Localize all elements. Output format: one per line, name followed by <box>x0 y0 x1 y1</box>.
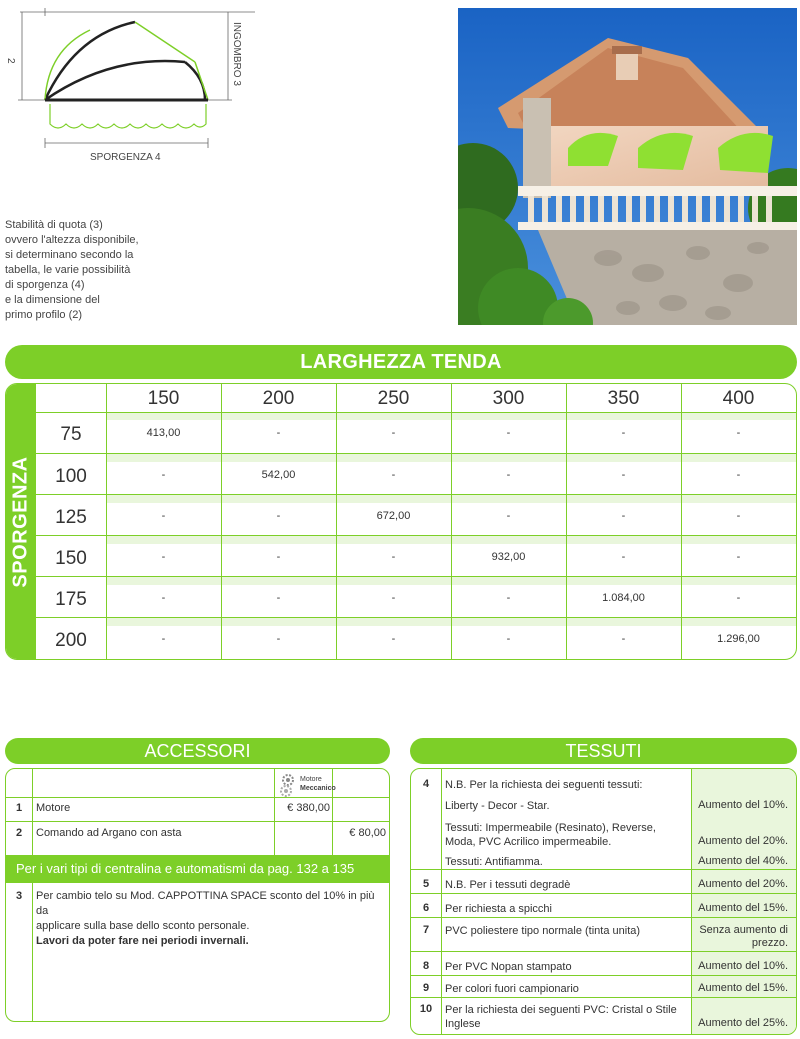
row-value: Aumento del 40%. <box>698 855 788 867</box>
price-cell: - <box>391 469 396 481</box>
column-header: 300 <box>492 388 525 409</box>
row-header: 100 <box>55 466 87 487</box>
motor-icon-label: Motore <box>300 776 322 783</box>
price-cell: - <box>736 469 741 481</box>
price-cell: - <box>506 633 511 645</box>
grid-line <box>36 617 796 618</box>
price-cell: 542,00 <box>261 469 296 481</box>
price-cell: - <box>621 427 626 439</box>
intro-line: ovvero l'altezza disponibile, <box>5 234 139 246</box>
row-value: Aumento del 20%. <box>698 835 788 847</box>
row-description: N.B. Per la richiesta dei seguenti tessuti: <box>445 779 643 791</box>
grid-line <box>411 893 796 894</box>
price-cell: - <box>276 427 281 439</box>
price-cell: - <box>161 510 166 522</box>
price-cell: - <box>506 510 511 522</box>
grid-line <box>32 883 33 1022</box>
accessori-title: ACCESSORI <box>5 738 390 764</box>
price-cell: - <box>391 427 396 439</box>
intro-line: Stabilità di quota (3) <box>5 219 103 231</box>
price-cell: - <box>621 510 626 522</box>
row-number: 1 <box>15 802 23 814</box>
intro-line: primo profilo (2) <box>5 309 83 321</box>
price-cell: - <box>736 551 741 563</box>
grid-line <box>441 769 442 1035</box>
row-value: Aumento del 15%. <box>698 902 788 914</box>
motor-icon-label: Meccanico <box>300 785 336 792</box>
price-cell: - <box>506 427 511 439</box>
column-header: 400 <box>722 388 755 409</box>
row-description: Tessuti: Impermeabile (Resinato), Reverse, Moda, PVC Acrilico impermeabile. <box>445 822 656 848</box>
price-cell: 413,00 <box>146 427 181 439</box>
price-motore: € 380,00 <box>287 802 330 814</box>
price-grid <box>36 384 796 659</box>
row-header: 200 <box>55 630 87 651</box>
row-number: 3 <box>15 890 23 902</box>
grid-line <box>36 412 796 413</box>
price-cell: - <box>736 592 741 604</box>
price-cell: 672,00 <box>376 510 411 522</box>
diagram-label-sporgenza: SPORGENZA 4 <box>90 152 161 163</box>
grid-line <box>36 453 796 454</box>
side-label: SPORGENZA <box>9 456 32 588</box>
price-cell: - <box>621 469 626 481</box>
row-number: 7 <box>422 924 430 936</box>
row-description: Tessuti: Antifiamma. <box>445 856 543 868</box>
price-cell: - <box>161 551 166 563</box>
column-header: 250 <box>377 388 410 409</box>
price-cell: - <box>391 551 396 563</box>
price-cell: - <box>736 510 741 522</box>
price-cell: - <box>621 633 626 645</box>
row-number: 5 <box>422 878 430 890</box>
row-number: 4 <box>422 778 430 790</box>
price-cell: - <box>161 592 166 604</box>
grid-line <box>411 951 796 952</box>
note-line: Lavori da poter fare nei periodi invernali. <box>36 935 249 947</box>
price-cell: 1.084,00 <box>602 592 645 604</box>
price-cell: - <box>506 592 511 604</box>
row-number: 2 <box>15 827 23 839</box>
row-value: Aumento del 10%. <box>698 799 788 811</box>
row-number: 9 <box>422 982 430 994</box>
row-description: Per richiesta a spicchi <box>445 903 552 915</box>
row-description: Comando ad Argano con asta <box>36 827 182 839</box>
note-line: applicare sulla base dello sconto personale. <box>36 920 250 932</box>
intro-text <box>5 218 165 323</box>
grid-line <box>411 975 796 976</box>
row-description: PVC poliestere tipo normale (tinta unita) <box>445 925 641 937</box>
villa-awning-photo <box>458 8 797 325</box>
row-number: 6 <box>422 902 430 914</box>
diagram-label-ingombro: INGOMBRO 3 <box>231 22 242 86</box>
accessori-table <box>5 768 390 1022</box>
price-table-title: LARGHEZZA TENDA <box>5 345 797 379</box>
column-header: 150 <box>147 388 180 409</box>
row-value: Aumento del 10%. <box>698 960 788 972</box>
price-cell: - <box>621 551 626 563</box>
grid-line <box>411 869 796 870</box>
intro-line: e la dimensione del <box>5 294 100 306</box>
tessuti-title: TESSUTI <box>410 738 797 764</box>
price-table <box>5 383 797 660</box>
column-header: 350 <box>607 388 640 409</box>
row-number: 8 <box>422 960 430 972</box>
price-cell: 1.296,00 <box>717 633 760 645</box>
row-description: Liberty - Decor - Star. <box>445 800 550 812</box>
row-header: 75 <box>60 424 82 445</box>
price-cell: - <box>276 633 281 645</box>
row-header: 175 <box>55 589 87 610</box>
price-cell: - <box>391 633 396 645</box>
price-cell: - <box>276 510 281 522</box>
intro-line: si determinano secondo la <box>5 249 134 261</box>
motor-mechanic-icon <box>274 771 334 799</box>
grid-line <box>32 769 33 855</box>
grid-line <box>411 917 796 918</box>
price-cell: - <box>276 551 281 563</box>
automation-note-strip: Per i vari tipi di centralina e automatismi da pag. 132 a 135 <box>6 855 389 883</box>
price-cell: - <box>161 469 166 481</box>
price-cell: - <box>506 469 511 481</box>
row-number: 10 <box>419 1003 433 1015</box>
intro-line: di sporgenza (4) <box>5 279 85 291</box>
row-value: Aumento del 25%. <box>698 1017 788 1029</box>
price-cell: 932,00 <box>491 551 526 563</box>
row-value: Aumento del 15%. <box>698 982 788 994</box>
column-header: 200 <box>262 388 295 409</box>
row-description: N.B. Per i tessuti degradè <box>445 879 571 891</box>
note-line: Per cambio telo su Mod. CAPPOTTINA SPACE sconto del 10% in più da <box>36 890 375 917</box>
diagram-label-2: 2 <box>5 58 16 64</box>
price-cell: - <box>736 427 741 439</box>
row-description: Per colori fuori campionario <box>445 983 579 995</box>
awning-dimension-diagram <box>0 0 260 190</box>
grid-line <box>36 494 796 495</box>
row-description: Per PVC Nopan stampato <box>445 961 572 973</box>
row-description: Motore <box>36 802 71 814</box>
row-description: Per la richiesta dei seguenti PVC: Cristal o Stile Inglese <box>445 1004 677 1030</box>
grid-line <box>411 997 796 998</box>
row-header: 150 <box>55 548 87 569</box>
grid-line <box>36 576 796 577</box>
price-cell: - <box>391 592 396 604</box>
row-value: Aumento del 20%. <box>698 878 788 890</box>
price-cell: - <box>161 633 166 645</box>
grid-line <box>6 821 389 822</box>
intro-line: tabella, le varie possibilità <box>5 264 131 276</box>
price-argano: € 80,00 <box>349 827 386 839</box>
tessuti-table <box>410 768 797 1035</box>
grid-line <box>36 535 796 536</box>
price-cell: - <box>276 592 281 604</box>
row-header: 125 <box>55 507 87 528</box>
row-value: Senza aumento di prezzo. <box>699 924 788 949</box>
